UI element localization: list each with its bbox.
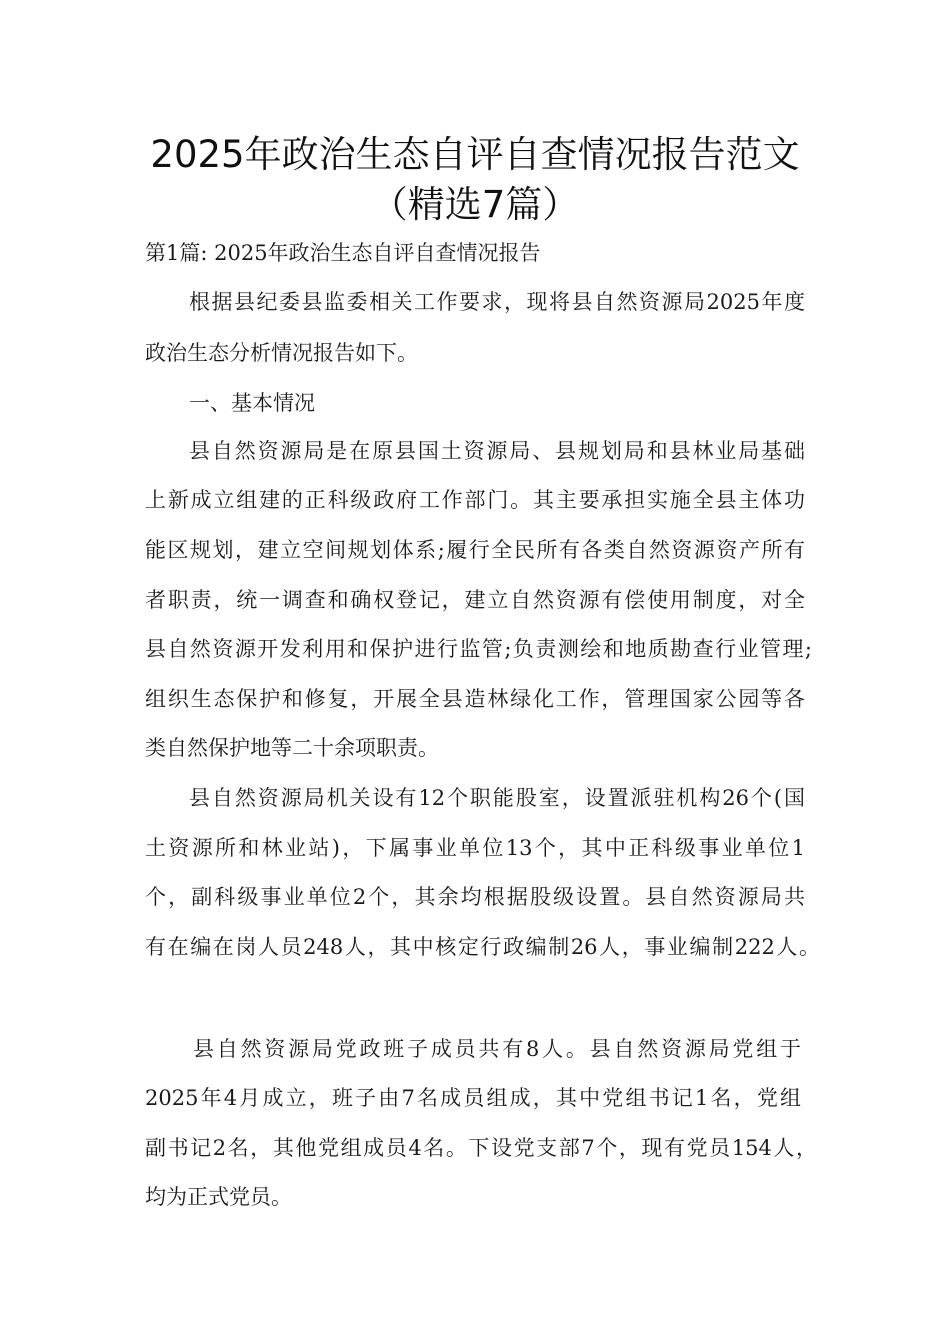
paragraph-line: 个，副科级事业单位2个，其余均根据股级设置。县自然资源局共 <box>145 885 805 909</box>
paragraph-line: 能区规划，建立空间规划体系;履行全民所有各类自然资源资产所有 <box>145 538 805 562</box>
paragraph-line: 政治生态分析情况报告如下。 <box>145 341 418 365</box>
paragraph-line: 根据县纪委县监委相关工作要求，现将县自然资源局2025年度 <box>189 290 805 314</box>
paragraph-line: 上新成立组建的正科级政府工作部门。其主要承担实施全县主体功 <box>145 488 805 512</box>
document-title-line1: 2025年政治生态自评自查情况报告范文 <box>150 133 800 176</box>
article-subtitle: 第1篇: 2025年政治生态自评自查情况报告 <box>145 241 541 265</box>
paragraph-line: 县自然资源局机关设有12个职能股室，设置派驻机构26个(国 <box>189 786 805 810</box>
paragraph-line: 县自然资源开发利用和保护进行监管;负责测绘和地质勘查行业管理; <box>145 637 812 661</box>
paragraph-line: 均为正式党员。 <box>145 1185 292 1209</box>
paragraph-line: 者职责，统一调查和确权登记，建立自然资源有偿使用制度，对全 <box>145 588 805 612</box>
section-heading: 一、基本情况 <box>189 391 315 415</box>
document-title-line2: （精选7篇） <box>370 183 580 226</box>
paragraph-line: 县自然资源局是在原县国土资源局、县规划局和县林业局基础 <box>189 439 805 463</box>
paragraph-line: 有在编在岗人员248人，其中核定行政编制26人，事业编制222人。 <box>145 935 820 959</box>
paragraph-line: 组织生态保护和修复，开展全县造林绿化工作，管理国家公园等各 <box>145 687 805 711</box>
paragraph-line: 副书记2名，其他党组成员4名。下设党支部7个，现有党员154人， <box>145 1136 817 1160</box>
paragraph-line: 土资源所和林业站)，下属事业单位13个，其中正科级事业单位1 <box>145 836 805 860</box>
paragraph-line: 类自然保护地等二十余项职责。 <box>145 736 439 760</box>
paragraph-line: 县自然资源局党政班子成员共有8人。县自然资源局党组于 <box>193 1037 801 1061</box>
paragraph-line: 2025年4月成立，班子由7名成员组成，其中党组书记1名，党组 <box>145 1086 801 1110</box>
